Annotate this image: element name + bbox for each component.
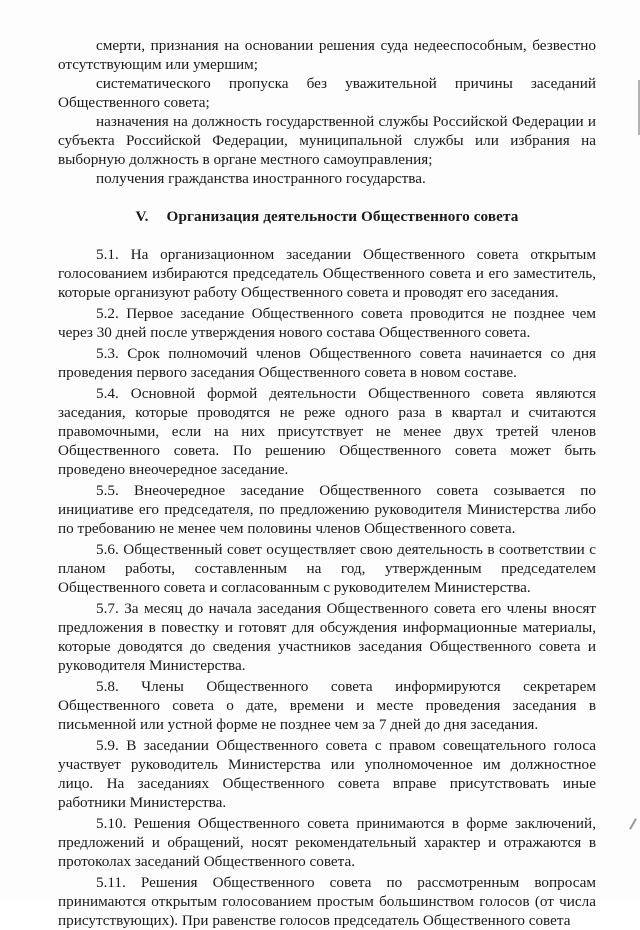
document-body — [58, 36, 596, 930]
paragraph: 5.3. Срок полномочий членов Общественного совета начинается со дня проведения первого заседания Общественного совета в новом составе. — [58, 345, 596, 381]
section-number: V. — [135, 208, 149, 225]
paragraph: 5.9. В заседании Общественного совета с правом совещательного голоса участвует руководитель Министерства или уполномоченное им должностное лицо. На заседаниях Общественного совета вправе присутствовать иные работники Министерства. — [58, 737, 596, 811]
paragraph: 5.10. Решения Общественного совета принимаются в форме заключений, предложений и обращений, носят рекомендательный характер и отражаются в протоколах заседаний Общественного совета. — [58, 815, 596, 870]
scan-edge-mark — [629, 818, 637, 829]
list-item: получения гражданства иностранного государства. — [96, 170, 426, 187]
paragraph: 5.1. На организационном заседании Общественного совета открытым голосованием избираются председатель Общественного совета и его заместитель, которые организуют работу Общественного совета и проводят его заседания. — [58, 246, 596, 301]
paragraph: 5.4. Основной формой деятельности Общественного совета являются заседания, которые проводятся не реже одного раза в квартал и считаются правомочными, если на них присутствует не менее двух третей членов Общественного совета. По решению Общественного совета может быть проведено внеочередное заседание. — [58, 385, 596, 478]
list-item: назначения на должность государственной службы Российской Федерации и субъекта Российской Федерации, муниципальной службы или избрания на выборную должность в органе местного самоуправления; — [58, 113, 596, 168]
paragraph: 5.8. Члены Общественного совета информируются секретарем Общественного совета о дате, времени и месте проведения заседания в письменной или устной форме не позднее чем за 7 дней до дня заседания. — [58, 678, 596, 733]
list-item: систематического пропуска без уважительной причины заседаний Общественного совета; — [58, 75, 596, 111]
paragraph: 5.7. За месяц до начала заседания Общественного совета его члены вносят предложения в повестку и готовят для обсуждения информационные материалы, которые доводятся до сведения участников заседания Общественного совета и руководителя Министерства. — [58, 600, 596, 674]
paragraph: 5.11. Решения Общественного совета по рассмотренным вопросам принимаются открытым голосованием простым большинством голосов (от числа присутствующих). При равенстве голосов председатель Общественного совета — [58, 874, 596, 929]
section-heading — [58, 207, 596, 226]
paragraph: 5.6. Общественный совет осуществляет свою деятельность в соответствии с планом работы, составленным на год, утвержденным председателем Общественного совета и согласованным с руководителем Министерства. — [58, 541, 596, 596]
section-title: Организация деятельности Общественного совета — [166, 208, 519, 225]
list-item: смерти, признания на основании решения суда недееспособным, безвестно отсутствующим или умершим; — [58, 37, 596, 73]
paragraph: 5.5. Внеочередное заседание Общественного совета созывается по инициативе его председателя, по предложению руководителя Министерства либо по требованию не менее чем половины членов Общественного совета. — [58, 482, 596, 537]
paragraph: 5.2. Первое заседание Общественного совета проводится не позднее чем через 30 дней после утверждения нового состава Общественного совета. — [58, 305, 596, 341]
